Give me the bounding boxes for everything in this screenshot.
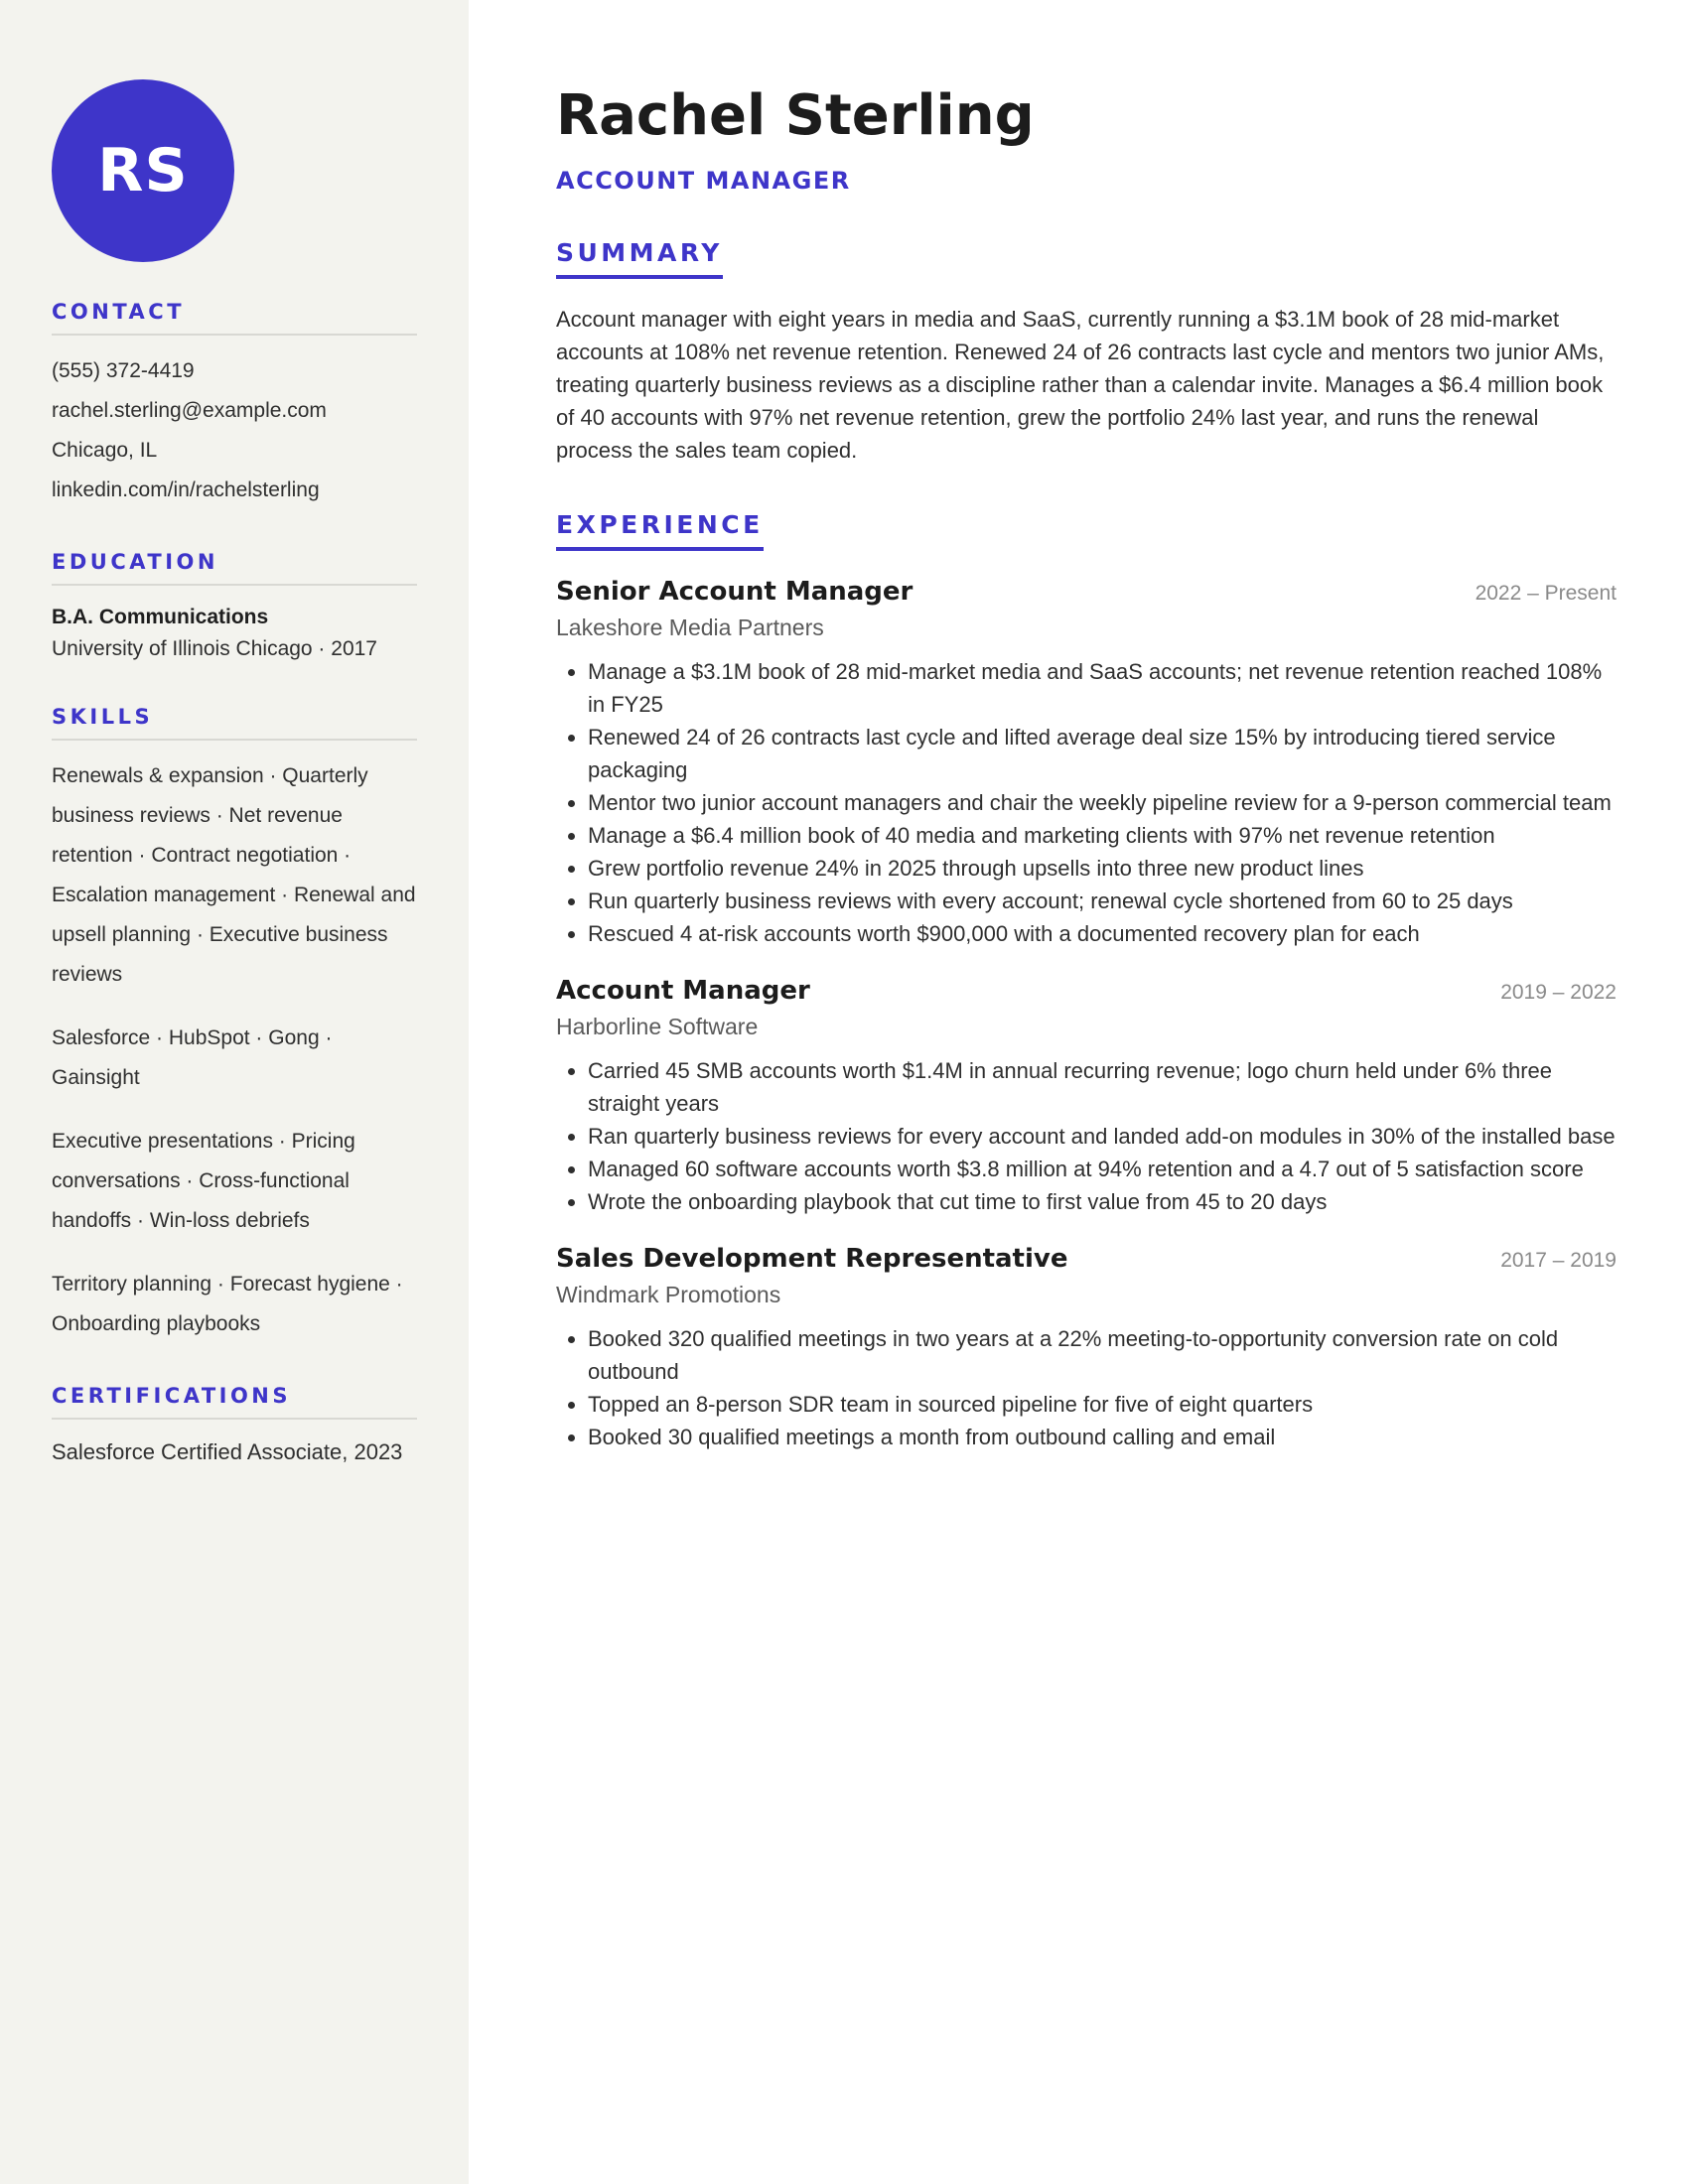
contact-location: Chicago, IL bbox=[52, 439, 158, 462]
bullet-item: • Wrote the onboarding playbook that cut time to first value from 45 to 20 days bbox=[588, 1185, 1617, 1218]
education-school: University of Illinois Chicago · 2017 bbox=[52, 637, 377, 660]
skill-group: Renewals & expansion · Quarterly business reviews · Net revenue retention · Contract negotiation · Escalation management · Renewal and upsell planning · Executive business reviews bbox=[52, 764, 416, 986]
bullet-item: • Run quarterly business reviews with every account; renewal cycle shortened from 60 to 25 days bbox=[588, 885, 1617, 917]
education-degree: B.A. Communications bbox=[52, 606, 269, 628]
certification-item: Salesforce Certified Associate, 2023 bbox=[52, 1439, 403, 1464]
summary-heading: SUMMARY bbox=[556, 238, 723, 279]
sidebar bbox=[0, 0, 469, 2184]
job-header bbox=[556, 976, 1617, 1006]
job-bullets bbox=[556, 1322, 1617, 1453]
job-title-headline: ACCOUNT MANAGER bbox=[556, 167, 851, 195]
job-header bbox=[556, 1244, 1617, 1274]
job-header bbox=[556, 577, 1617, 607]
job-entry bbox=[556, 577, 1617, 950]
education-heading: EDUCATION bbox=[52, 550, 417, 586]
job-bullets bbox=[556, 655, 1617, 950]
job-title: Senior Account Manager bbox=[556, 577, 914, 607]
job-dates: 2019 – 2022 bbox=[1500, 981, 1617, 1004]
skill-group: Territory planning · Forecast hygiene · Onboarding playbooks bbox=[52, 1273, 403, 1335]
bullet-item: • Manage a $6.4 million book of 40 media and marketing clients with 97% net revenue retention bbox=[588, 819, 1617, 852]
contact-email[interactable]: rachel.sterling@example.com bbox=[52, 399, 327, 422]
summary-text: Account manager with eight years in media and SaaS, currently running a $3.1M book of 28 mid-market accounts at 108% net revenue retention. Renewed 24 of 26 contracts last cycle and mentors two junior AMs, treating quarterly business reviews as a discipline rather than a calendar invite. Manages a $6.4 million book of 40 accounts with 97% net revenue retention, grew the portfolio 24% last year, and runs the renewal process the sales team copied. bbox=[556, 307, 1605, 463]
job-dates: 2017 – 2019 bbox=[1500, 1249, 1617, 1272]
job-entry bbox=[556, 976, 1617, 1218]
bullet-item: • Topped an 8-person SDR team in sourced pipeline for five of eight quarters bbox=[588, 1388, 1617, 1421]
skills-heading: SKILLS bbox=[52, 705, 417, 741]
main-content bbox=[469, 0, 1688, 2184]
job-bullets bbox=[556, 1054, 1617, 1218]
skill-group: Salesforce · HubSpot · Gong · Gainsight bbox=[52, 1026, 333, 1089]
skills-section bbox=[52, 705, 417, 1344]
job-title: Account Manager bbox=[556, 976, 810, 1006]
bullet-item: • Ran quarterly business reviews for every account and landed add-on modules in 30% of the installed base bbox=[588, 1120, 1617, 1153]
bullet-item: • Mentor two junior account managers and chair the weekly pipeline review for a 9-person commercial team bbox=[588, 786, 1617, 819]
bullet-item: • Manage a $3.1M book of 28 mid-market media and SaaS accounts; net revenue retention reached 108% in FY25 bbox=[588, 655, 1617, 721]
skill-group: Executive presentations · Pricing conversations · Cross-functional handoffs · Win-loss debriefs bbox=[52, 1130, 355, 1232]
candidate-name: Rachel Sterling bbox=[556, 83, 1035, 148]
job-company: Windmark Promotions bbox=[556, 1282, 781, 1307]
certifications-heading: CERTIFICATIONS bbox=[52, 1384, 417, 1420]
contact-phone: (555) 372-4419 bbox=[52, 359, 195, 382]
contact-section bbox=[52, 300, 417, 510]
avatar bbox=[52, 79, 234, 262]
job-title: Sales Development Representative bbox=[556, 1244, 1068, 1274]
bullet-item: • Booked 30 qualified meetings a month from outbound calling and email bbox=[588, 1421, 1617, 1453]
job-company: Lakeshore Media Partners bbox=[556, 614, 824, 640]
bullet-item: • Renewed 24 of 26 contracts last cycle and lifted average deal size 15% by introducing tiered service packaging bbox=[588, 721, 1617, 786]
job-company: Harborline Software bbox=[556, 1014, 759, 1039]
bullet-item: • Grew portfolio revenue 24% in 2025 through upsells into three new product lines bbox=[588, 852, 1617, 885]
certifications-section bbox=[52, 1384, 417, 1468]
bullet-item: • Managed 60 software accounts worth $3.8 million at 94% retention and a 4.7 out of 5 satisfaction score bbox=[588, 1153, 1617, 1185]
job-entry bbox=[556, 1244, 1617, 1453]
experience-heading: EXPERIENCE bbox=[556, 510, 764, 551]
bullet-item: • Carried 45 SMB accounts worth $1.4M in annual recurring revenue; logo churn held under 6% three straight years bbox=[588, 1054, 1617, 1120]
bullet-item: • Booked 320 qualified meetings in two years at a 22% meeting-to-opportunity conversion rate on cold outbound bbox=[588, 1322, 1617, 1388]
avatar-initials: RS bbox=[97, 136, 189, 205]
job-dates: 2022 – Present bbox=[1475, 582, 1617, 605]
bullet-item: • Rescued 4 at-risk accounts worth $900,000 with a documented recovery plan for each bbox=[588, 917, 1617, 950]
education-section bbox=[52, 550, 417, 665]
contact-heading: CONTACT bbox=[52, 300, 417, 336]
contact-linkedin[interactable]: linkedin.com/in/rachelsterling bbox=[52, 478, 320, 501]
